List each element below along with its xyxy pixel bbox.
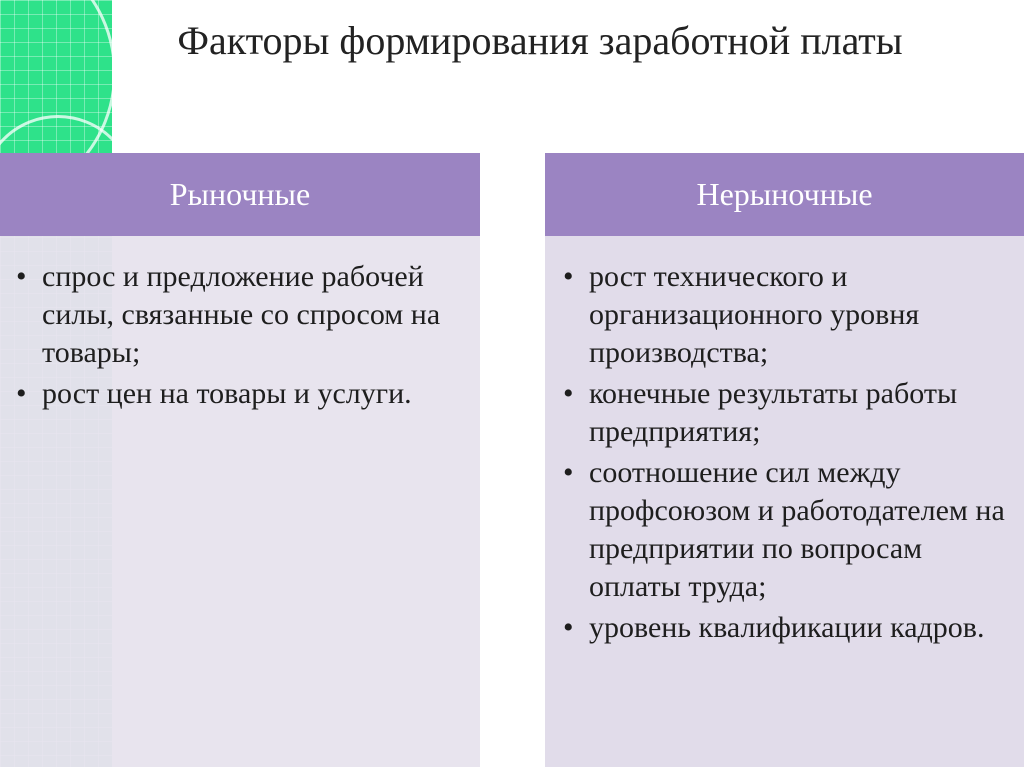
factor-list (545, 236, 1024, 647)
list-item: • спрос и предложение рабочей силы, связанные со спросом на товары; (14, 258, 470, 372)
list-item: • конечные результаты работы предприятия; (561, 375, 1014, 451)
non-market-factors-column (545, 153, 1024, 767)
slide-title: Факторы формирования заработной платы (177, 18, 903, 63)
column-body (545, 236, 1024, 767)
column-header: Рыночные (0, 153, 480, 236)
factor-list (0, 236, 480, 413)
list-item: • рост цен на товары и услуги. (14, 375, 470, 413)
decorative-grid-corner (0, 0, 112, 153)
list-item: • рост технического и организационного уровня производства; (561, 258, 1014, 372)
list-item: • уровень квалификации кадров. (561, 609, 1014, 647)
column-body (0, 236, 480, 767)
column-header: Нерыночные (545, 153, 1024, 236)
market-factors-column (0, 153, 480, 767)
list-item: • соотношение сил между профсоюзом и работодателем на предприятии по вопросам оплаты труда; (561, 454, 1014, 606)
